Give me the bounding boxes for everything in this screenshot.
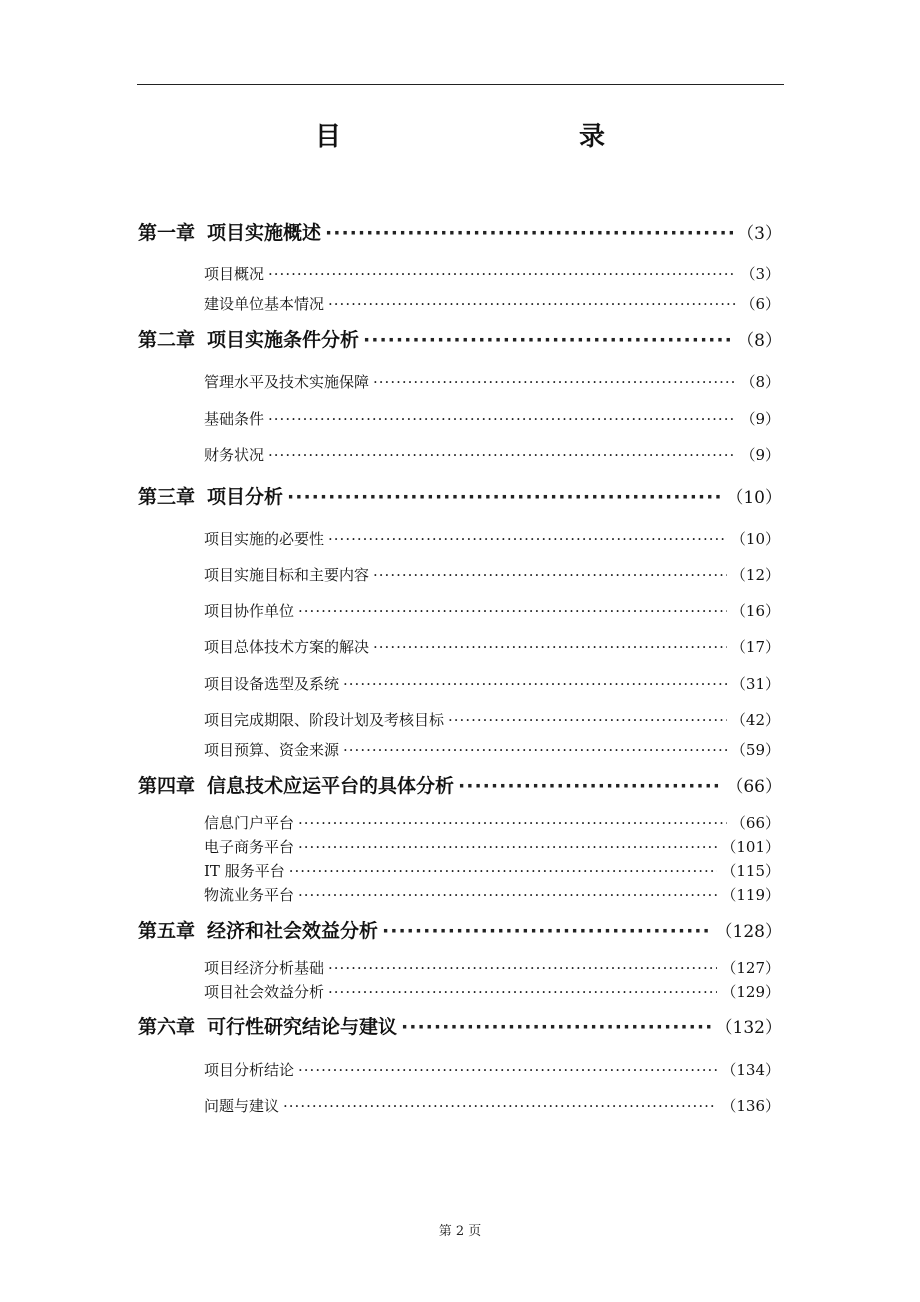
chapter-page-number: （66）: [726, 777, 782, 797]
header-rule: [137, 84, 784, 85]
toc-section[interactable]: [204, 407, 780, 431]
toc-section[interactable]: [204, 1058, 780, 1082]
toc-section[interactable]: [204, 292, 780, 316]
section-page-number: （17）: [730, 638, 780, 656]
section-title: 物流业务平台: [204, 886, 295, 904]
section-page-number: （9）: [740, 410, 780, 428]
dot-leader: [448, 708, 727, 732]
toc-chapter-1[interactable]: [138, 218, 782, 248]
toc-section[interactable]: [204, 370, 780, 394]
chapter-title: 经济和社会效益分析: [207, 920, 379, 942]
dot-leader: [328, 956, 717, 980]
chapter-page-number: （10）: [726, 488, 782, 508]
section-title: 项目预算、资金来源: [204, 741, 340, 759]
dot-leader: [343, 738, 727, 762]
section-page-number: （16）: [730, 602, 780, 620]
chapter-number: 第五章: [138, 920, 196, 942]
chapter-title: 项目分析: [207, 486, 284, 508]
section-title: 项目设备选型及系统: [204, 675, 340, 693]
chapter-page-number: （3）: [737, 224, 782, 244]
toc-section[interactable]: [204, 527, 780, 551]
toc-section[interactable]: [204, 811, 780, 835]
toc-section[interactable]: [204, 635, 780, 659]
dot-leader: [289, 859, 718, 883]
chapter-page-number: （8）: [737, 331, 782, 351]
toc-section[interactable]: [204, 835, 780, 859]
section-page-number: （129）: [721, 983, 780, 1001]
chapter-number: 第四章: [138, 775, 196, 797]
section-page-number: （66）: [730, 814, 780, 832]
section-page-number: （119）: [721, 886, 780, 904]
section-title: 财务状况: [204, 446, 265, 464]
dot-leader: [373, 370, 736, 394]
section-page-number: （8）: [740, 373, 780, 391]
section-page-number: （59）: [730, 741, 780, 759]
section-page-number: （115）: [721, 862, 780, 880]
toc-section[interactable]: [204, 859, 780, 883]
toc-section[interactable]: [204, 738, 780, 762]
section-title: 信息门户平台: [204, 814, 295, 832]
dot-leader: [458, 771, 722, 801]
dot-leader: [382, 916, 712, 946]
section-page-number: （127）: [721, 959, 780, 977]
toc-section[interactable]: [204, 599, 780, 623]
section-page-number: （12）: [730, 566, 780, 584]
section-title: 问题与建议: [204, 1097, 280, 1115]
dot-leader: [328, 292, 736, 316]
chapter-number: 第三章: [138, 486, 196, 508]
dot-leader: [328, 980, 717, 1004]
dot-leader: [268, 262, 736, 286]
section-title: 项目实施目标和主要内容: [204, 566, 370, 584]
dot-leader: [268, 443, 736, 467]
section-page-number: （6）: [740, 295, 780, 313]
dot-leader: [401, 1012, 712, 1042]
section-title: 项目社会效益分析: [204, 983, 325, 1001]
dot-leader: [298, 883, 717, 907]
dot-leader: [373, 635, 727, 659]
toc-section[interactable]: [204, 1094, 780, 1118]
dot-leader: [363, 325, 733, 355]
chapter-title: 项目实施条件分析: [207, 329, 360, 351]
section-title: 建设单位基本情况: [204, 295, 325, 313]
dot-leader: [287, 482, 722, 512]
dot-leader: [298, 835, 717, 859]
chapter-page-number: （128）: [715, 922, 782, 942]
toc-chapter-5[interactable]: [138, 916, 782, 946]
section-title: IT 服务平台: [204, 862, 285, 880]
section-title: 项目经济分析基础: [204, 959, 325, 977]
section-page-number: （42）: [730, 711, 780, 729]
chapter-title: 可行性研究结论与建议: [207, 1016, 398, 1038]
dot-leader: [298, 811, 727, 835]
dot-leader: [325, 218, 733, 248]
toc-section[interactable]: [204, 443, 780, 467]
dot-leader: [373, 563, 727, 587]
section-title: 基础条件: [204, 410, 265, 428]
section-title: 项目实施的必要性: [204, 530, 325, 548]
section-title: 电子商务平台: [204, 838, 295, 856]
section-title: 管理水平及技术实施保障: [204, 373, 370, 391]
dot-leader: [298, 599, 727, 623]
section-page-number: （136）: [721, 1097, 780, 1115]
section-page-number: （10）: [730, 530, 780, 548]
toc-chapter-3[interactable]: [138, 482, 782, 512]
section-title: 项目完成期限、阶段计划及考核目标: [204, 711, 445, 729]
section-title: 项目协作单位: [204, 602, 295, 620]
dot-leader: [268, 407, 736, 431]
toc-section[interactable]: [204, 672, 780, 696]
section-title: 项目概况: [204, 265, 265, 283]
toc-section[interactable]: [204, 980, 780, 1004]
toc-section[interactable]: [204, 956, 780, 980]
section-title: 项目分析结论: [204, 1061, 295, 1079]
chapter-number: 第一章: [138, 222, 196, 244]
section-page-number: （134）: [721, 1061, 780, 1079]
dot-leader: [328, 527, 727, 551]
toc-section[interactable]: [204, 262, 780, 286]
chapter-title: 项目实施概述: [207, 222, 322, 244]
dot-leader: [298, 1058, 717, 1082]
page-number-footer: 第 2 页: [438, 1224, 482, 1239]
toc-section[interactable]: [204, 708, 780, 732]
chapter-page-number: （132）: [715, 1018, 782, 1038]
section-page-number: （3）: [740, 265, 780, 283]
section-page-number: （101）: [721, 838, 780, 856]
toc-section[interactable]: [204, 563, 780, 587]
toc-section[interactable]: [204, 883, 780, 907]
chapter-number: 第六章: [138, 1016, 196, 1038]
section-title: 项目总体技术方案的解决: [204, 638, 370, 656]
toc-chapter-4[interactable]: [138, 771, 782, 801]
dot-leader: [283, 1094, 717, 1118]
toc-chapter-6[interactable]: [138, 1012, 782, 1042]
section-page-number: （31）: [730, 675, 780, 693]
section-page-number: （9）: [740, 446, 780, 464]
toc-chapter-2[interactable]: [138, 325, 782, 355]
toc-title: 目 录: [314, 122, 667, 152]
chapter-title: 信息技术应运平台的具体分析: [207, 775, 455, 797]
dot-leader: [343, 672, 727, 696]
chapter-number: 第二章: [138, 329, 196, 351]
